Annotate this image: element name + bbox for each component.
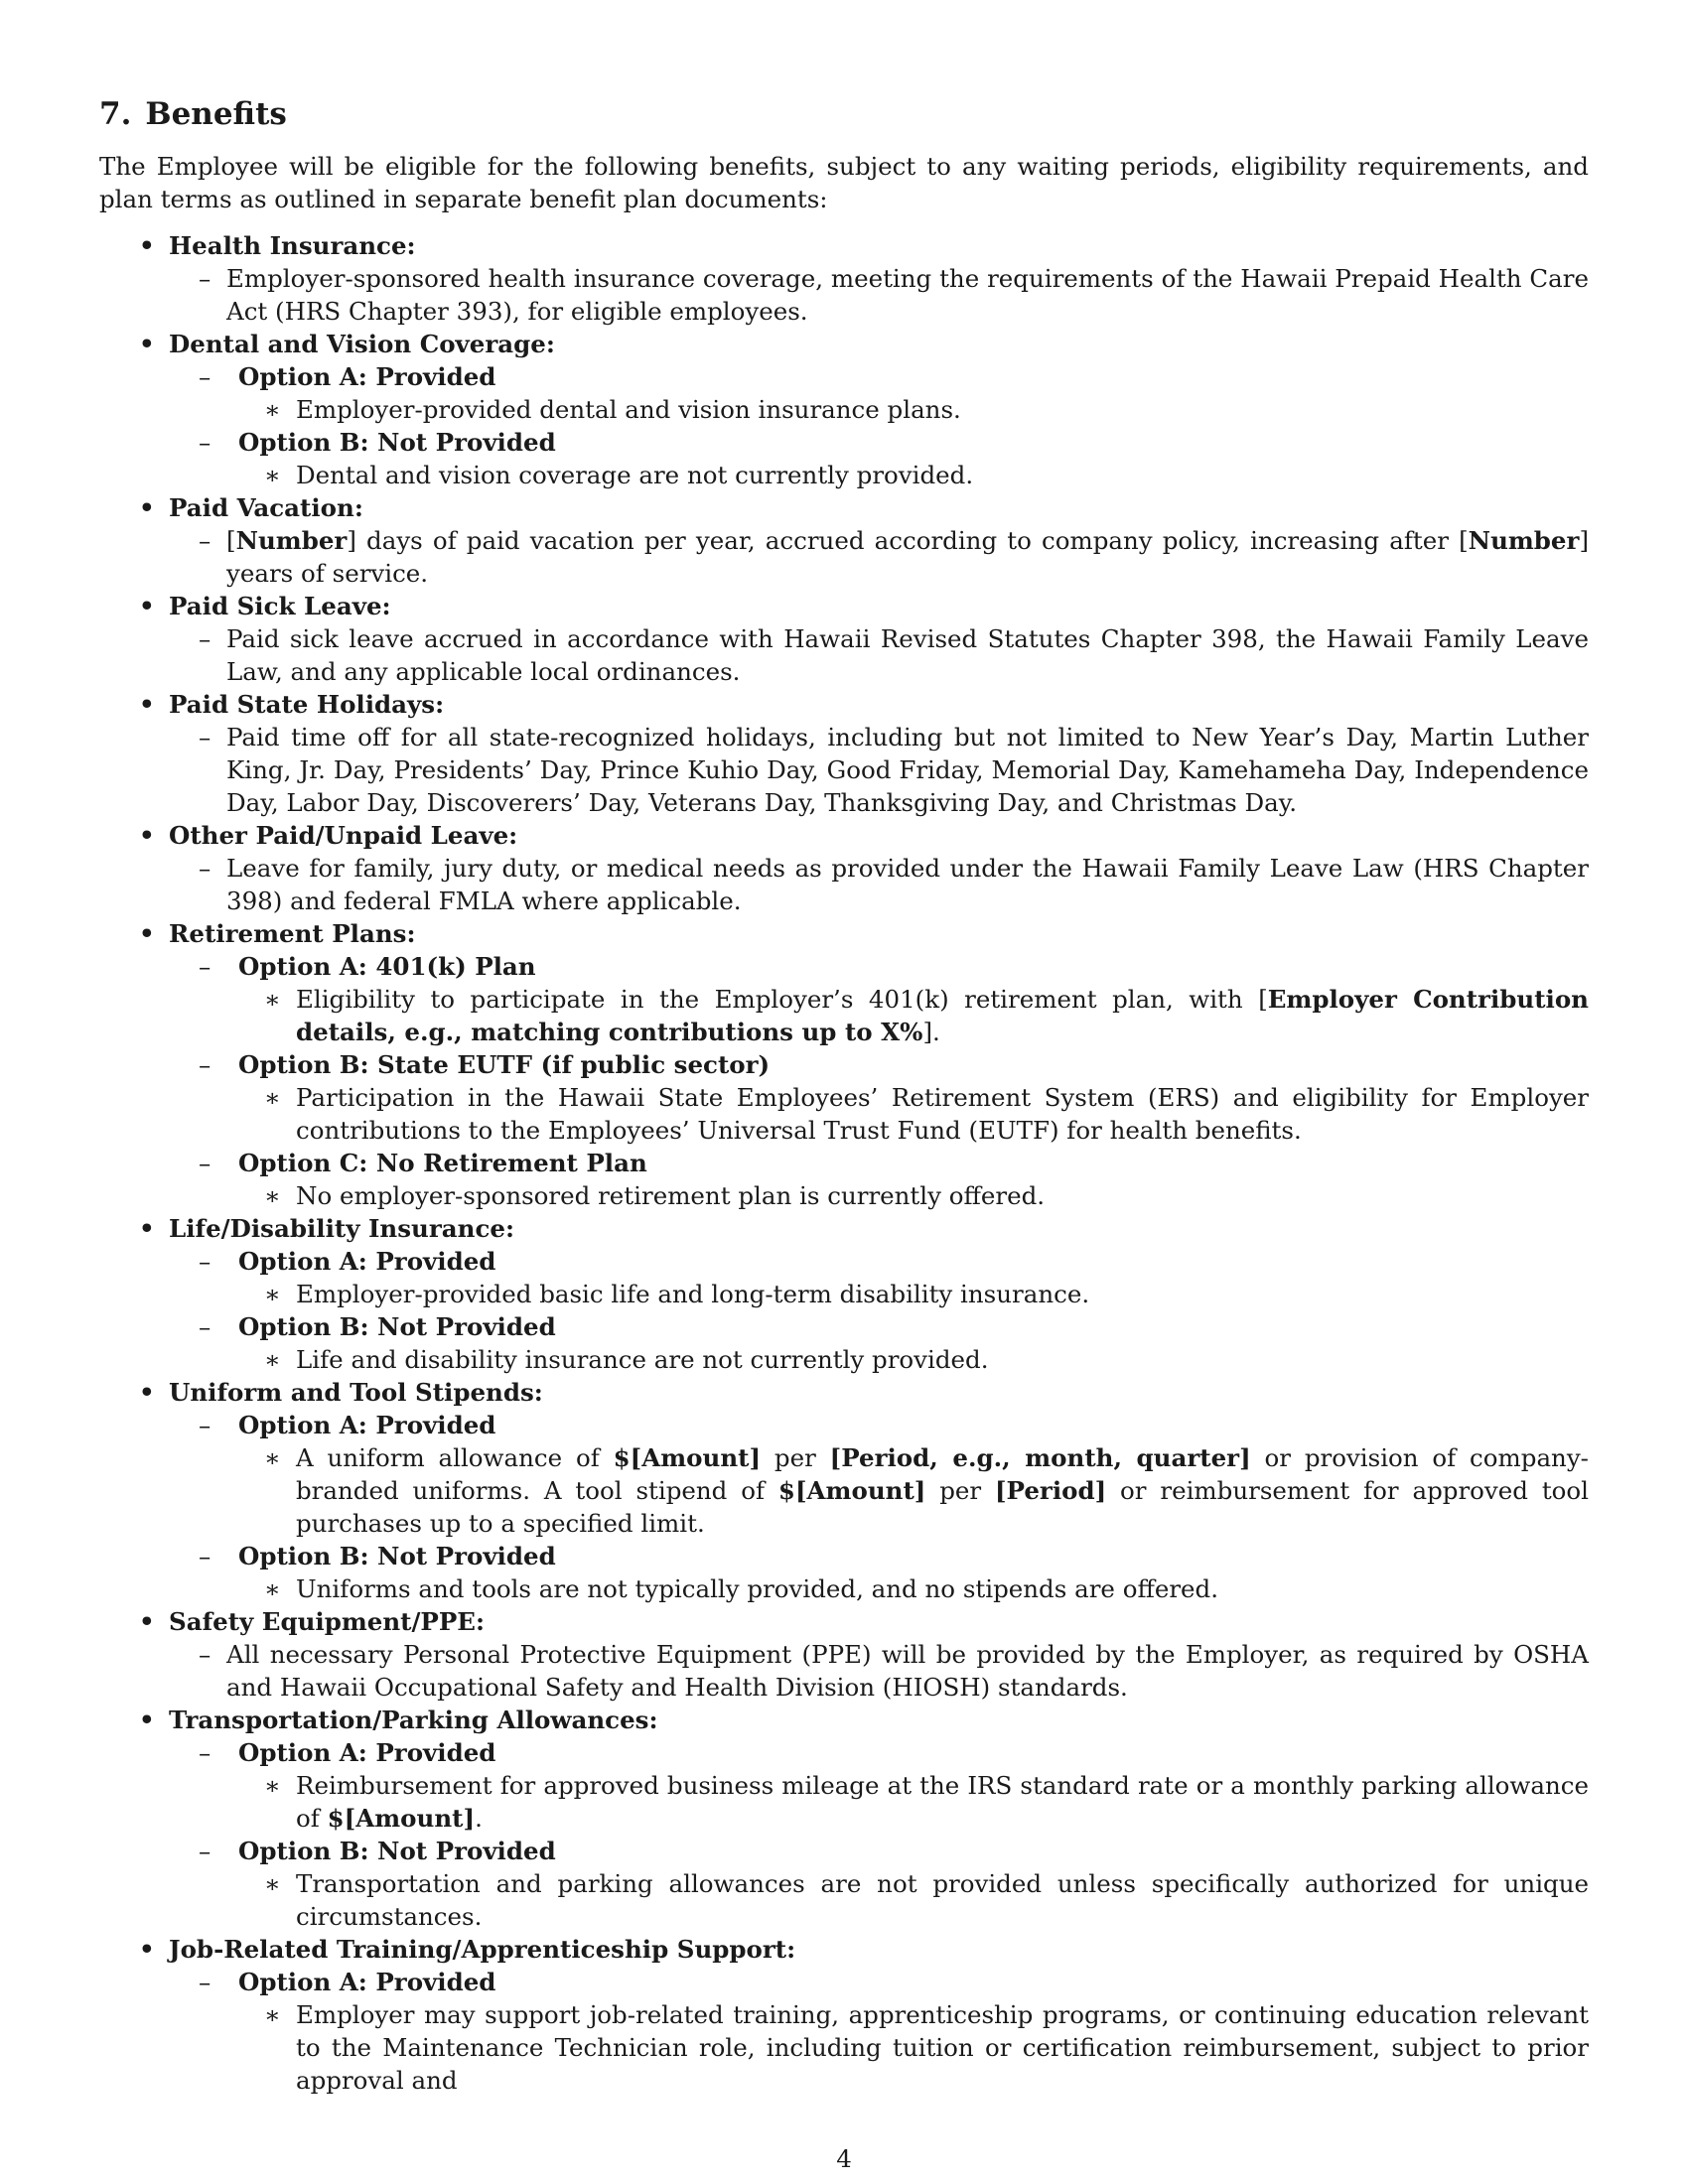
star-icon: ∗ — [264, 1280, 281, 1308]
option-label: Option B: Not Provided — [238, 1542, 556, 1570]
star-icon: ∗ — [264, 1083, 281, 1112]
option-item — [169, 1245, 1589, 1310]
dash-icon: – — [199, 1411, 211, 1439]
option-label: Option A: Provided — [238, 1411, 496, 1439]
placeholder-amount: $[Amount] — [327, 1804, 476, 1833]
dash-icon: – — [199, 854, 211, 883]
benefit-label: Uniform and Tool Stipends: — [169, 1378, 543, 1407]
dash-icon: – — [199, 428, 211, 457]
dash-icon: – — [199, 362, 211, 391]
option-text: No employer-sponsored retirement plan is currently offered. — [296, 1181, 1046, 1210]
bullet-icon: • — [139, 1214, 155, 1243]
bullet-icon: • — [139, 1378, 155, 1407]
option-item — [169, 1540, 1589, 1605]
dash-icon: – — [199, 1312, 211, 1341]
option-item — [169, 426, 1589, 491]
benefit-text: Paid sick leave accrued in accordance with Hawaii Revised Statutes Chapter 398, the Hawaii Family Leave Law, and any applicable local ordinances. — [226, 624, 1589, 686]
benefit-health-insurance — [99, 229, 1589, 328]
dash-icon: – — [199, 264, 211, 293]
option-detail — [238, 393, 1589, 426]
benefit-text: All necessary Personal Protective Equipment (PPE) will be provided by the Employer, as required by OSHA and Hawaii Occupational Safety and Health Division (HIOSH) standards. — [226, 1640, 1589, 1702]
option-item — [169, 1966, 1589, 2097]
placeholder-period: [Period, e.g., month, quarter] — [829, 1443, 1251, 1472]
benefit-retirement-plans — [99, 917, 1589, 1212]
bullet-icon: • — [139, 330, 155, 358]
benefit-detail — [169, 1638, 1589, 1704]
option-item — [169, 1835, 1589, 1933]
benefit-label: Other Paid/Unpaid Leave: — [169, 821, 518, 850]
benefit-label: Retirement Plans: — [169, 919, 416, 948]
option-detail — [238, 1179, 1589, 1212]
bracket: ] — [347, 526, 356, 555]
option-text: . — [932, 1018, 940, 1046]
option-detail — [238, 1441, 1589, 1540]
option-item — [169, 1736, 1589, 1835]
benefit-label: Health Insurance: — [169, 231, 416, 260]
benefit-label: Transportation/Parking Allowances: — [169, 1706, 658, 1734]
option-detail — [238, 1081, 1589, 1147]
star-icon: ∗ — [264, 461, 281, 489]
dash-icon: – — [199, 624, 211, 653]
placeholder-period: [Period] — [994, 1476, 1107, 1505]
option-text: Participation in the Hawaii State Employees’ Retirement System (ERS) and eligibility for Employer contributions to the Employees’ Universal Trust Fund (EUTF) for health benefits. — [296, 1083, 1589, 1145]
bullet-icon: • — [139, 1706, 155, 1734]
benefit-label: Life/Disability Insurance: — [169, 1214, 514, 1243]
option-detail — [238, 459, 1589, 491]
option-item — [169, 950, 1589, 1048]
star-icon: ∗ — [264, 1574, 281, 1603]
benefit-label: Paid Sick Leave: — [169, 592, 391, 620]
benefit-uniform-tool-stipends — [99, 1376, 1589, 1605]
option-detail — [238, 1769, 1589, 1835]
option-label: Option B: Not Provided — [238, 1312, 556, 1341]
option-text: Reimbursement for approved business mileage at the IRS standard rate or a monthly parking allowance of — [296, 1771, 1589, 1833]
bullet-icon: • — [139, 592, 155, 620]
bullet-icon: • — [139, 821, 155, 850]
benefit-life-disability — [99, 1212, 1589, 1376]
bracket: [ — [1459, 526, 1469, 555]
option-label: Option A: Provided — [238, 1738, 496, 1767]
benefit-detail — [169, 852, 1589, 917]
option-detail — [238, 1998, 1589, 2097]
bracket: [ — [1258, 985, 1268, 1014]
benefit-detail — [169, 622, 1589, 688]
dash-icon: – — [199, 1640, 211, 1669]
benefit-label: Dental and Vision Coverage: — [169, 330, 555, 358]
dash-icon: – — [199, 1050, 211, 1079]
bracket: [ — [226, 526, 236, 555]
option-item — [169, 1147, 1589, 1212]
option-text: per — [925, 1476, 995, 1505]
placeholder-number: Number — [235, 526, 348, 555]
section-heading — [99, 94, 1589, 134]
option-text: or provision of company-branded uniforms. A tool stipend of — [296, 1443, 1589, 1505]
option-detail — [238, 983, 1589, 1048]
dash-icon: – — [199, 723, 211, 751]
benefit-text: days of paid vacation per year, accrued according to company policy, increasing after — [355, 526, 1460, 555]
benefit-dental-vision — [99, 328, 1589, 491]
benefit-training-apprenticeship — [99, 1933, 1589, 2097]
bracket: ] — [1579, 526, 1589, 555]
option-label: Option A: Provided — [238, 1247, 496, 1276]
option-label: Option A: 401(k) Plan — [238, 952, 536, 981]
star-icon: ∗ — [264, 1869, 281, 1898]
star-icon: ∗ — [264, 985, 281, 1014]
option-item — [169, 1048, 1589, 1147]
star-icon: ∗ — [264, 1181, 281, 1210]
bullet-icon: • — [139, 1935, 155, 1964]
option-detail — [238, 1572, 1589, 1605]
benefit-paid-sick-leave — [99, 590, 1589, 688]
dash-icon: – — [199, 526, 211, 555]
option-label: Option A: Provided — [238, 362, 496, 391]
star-icon: ∗ — [264, 395, 281, 424]
option-label: Option B: State EUTF (if public sector) — [238, 1050, 771, 1079]
page-number: 4 — [836, 2144, 852, 2173]
benefit-text: Employer-sponsored health insurance coverage, meeting the requirements of the Hawaii Prepaid Health Care Act (HRS Chapter 393), for eligible employees. — [226, 264, 1589, 326]
option-text: Employer may support job-related training, apprenticeship programs, or continuing education relevant to the Maintenance Technician role, including tuition or certification reimbursement, subject to prior approval and — [296, 2000, 1589, 2095]
bullet-icon: • — [139, 919, 155, 948]
option-label: Option C: No Retirement Plan — [238, 1149, 647, 1177]
section-intro: The Employee will be eligible for the following benefits, subject to any waiting periods, eligibility requirements, and plan terms as outlined in separate benefit plan documents: — [99, 152, 1589, 213]
option-text: per — [761, 1443, 830, 1472]
option-detail — [238, 1278, 1589, 1310]
option-text: A uniform allowance of — [296, 1443, 614, 1472]
star-icon: ∗ — [264, 2000, 281, 2029]
bullet-icon: • — [139, 1607, 155, 1636]
option-label: Option A: Provided — [238, 1968, 496, 1996]
option-text: Employer-provided basic life and long-term disability insurance. — [296, 1280, 1090, 1308]
placeholder-contribution: Employer Contribution details, e.g., matching contributions up to X% — [296, 985, 1589, 1046]
benefit-detail — [169, 524, 1589, 590]
benefit-transportation-parking — [99, 1704, 1589, 1933]
option-detail — [238, 1867, 1589, 1933]
benefit-text: Paid time off for all state-recognized holidays, including but not limited to New Year’s Day, Martin Luther King, Jr. Day, Presidents’ Day, Prince Kuhio Day, Good Friday, Memorial Day, Kamehameha Day, Independence Day, Labor Day, Discoverers’ Day, Veterans Day, Thanksgiving Day, and Christmas Day. — [226, 723, 1589, 817]
dash-icon: – — [199, 1837, 211, 1865]
benefit-label: Job-Related Training/Apprenticeship Support: — [169, 1935, 796, 1964]
dash-icon: – — [199, 1149, 211, 1177]
bracket: ] — [922, 1018, 932, 1046]
bullet-icon: • — [139, 231, 155, 260]
bullet-icon: • — [139, 690, 155, 719]
dash-icon: – — [199, 952, 211, 981]
option-text: Life and disability insurance are not currently provided. — [296, 1345, 989, 1374]
benefit-paid-vacation — [99, 491, 1589, 590]
benefit-text: Leave for family, jury duty, or medical needs as provided under the Hawaii Family Leave Law (HRS Chapter 398) and federal FMLA where applicable. — [226, 854, 1589, 915]
benefit-text: years of service. — [226, 559, 429, 588]
option-text: Dental and vision coverage are not currently provided. — [296, 461, 974, 489]
dash-icon: – — [199, 1542, 211, 1570]
benefit-paid-state-holidays — [99, 688, 1589, 819]
dash-icon: – — [199, 1247, 211, 1276]
benefit-label: Paid Vacation: — [169, 493, 363, 522]
benefit-detail — [169, 262, 1589, 328]
document-page — [99, 94, 1589, 2097]
option-text: . — [475, 1804, 483, 1833]
option-detail — [238, 1343, 1589, 1376]
star-icon: ∗ — [264, 1345, 281, 1374]
option-text: or reimbursement for approved tool purchases up to a specified limit. — [296, 1476, 1589, 1538]
bullet-icon: • — [139, 493, 155, 522]
section-title: Benefits — [145, 96, 287, 132]
benefit-detail — [169, 721, 1589, 819]
star-icon: ∗ — [264, 1771, 281, 1800]
dash-icon: – — [199, 1738, 211, 1767]
benefits-list — [99, 229, 1589, 2097]
dash-icon: – — [199, 1968, 211, 1996]
placeholder-amount: $[Amount] — [777, 1476, 926, 1505]
option-text: Uniforms and tools are not typically provided, and no stipends are offered. — [296, 1574, 1219, 1603]
benefit-label: Safety Equipment/PPE: — [169, 1607, 485, 1636]
star-icon: ∗ — [264, 1443, 281, 1472]
placeholder-number: Number — [1468, 526, 1580, 555]
option-item — [169, 1310, 1589, 1376]
benefit-other-leave — [99, 819, 1589, 917]
option-text: Employer-provided dental and vision insurance plans. — [296, 395, 961, 424]
option-label: Option B: Not Provided — [238, 1837, 556, 1865]
benefit-safety-ppe — [99, 1605, 1589, 1704]
section-number: 7. — [99, 96, 132, 132]
option-text: Eligibility to participate in the Employer’s 401(k) retirement plan, with — [296, 985, 1259, 1014]
option-item — [169, 1409, 1589, 1540]
option-item — [169, 360, 1589, 426]
option-label: Option B: Not Provided — [238, 428, 556, 457]
placeholder-amount: $[Amount] — [613, 1443, 762, 1472]
benefit-label: Paid State Holidays: — [169, 690, 445, 719]
option-text: Transportation and parking allowances are not provided unless specifically authorized for unique circumstances. — [296, 1869, 1589, 1931]
